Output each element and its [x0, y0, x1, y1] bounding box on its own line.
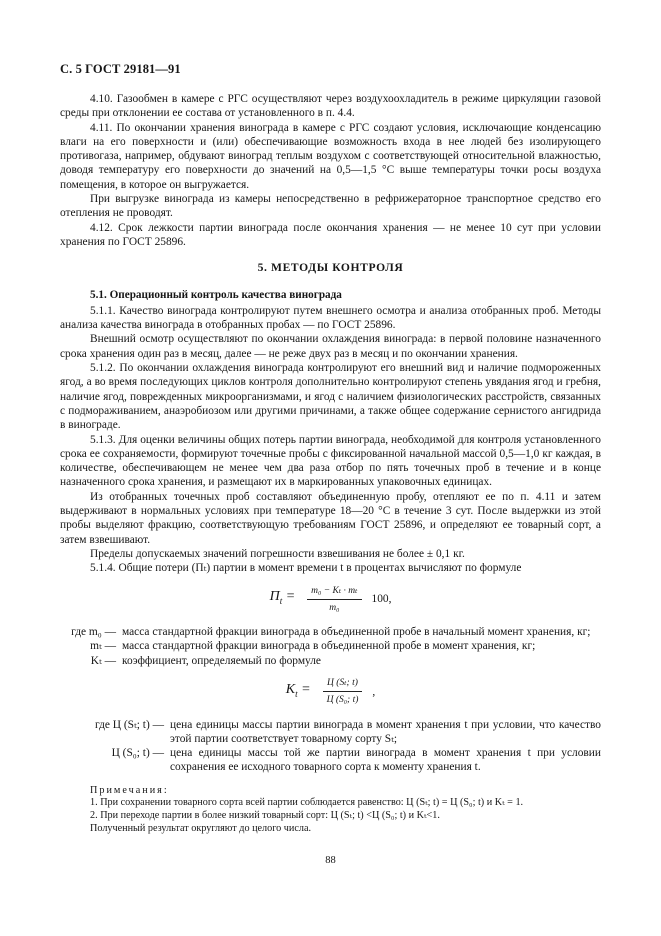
paragraph-4-11-unloading: При выгрузке винограда из камеры непосредственно в рефрижераторное транспортное средство его отепления не проводят.: [60, 193, 601, 220]
definition-row: [60, 654, 601, 668]
definitions-1: [60, 625, 601, 668]
definitions-2: [60, 718, 601, 775]
subsection-title: 5.1. Операционный контроль качества винограда: [90, 288, 342, 301]
formula-denominator: Ц (S₀; t): [326, 695, 359, 706]
paragraph-5-1-3-combined-sample: Из отобранных точечных проб составляют объединенную пробу, отепляют ее по п. 4.11 и затем выдерживают в нормальных условиях при температуре 18—20 °С в течение 3 сут. После выдержки из этой пробы выделяют фракцию, соответствующую требованиям ГОСТ 25896, и определяют ее товарный сорт, а затем взвешивают.: [60, 490, 601, 546]
definition-label: где Ц (Sₜ; t) —: [94, 718, 164, 731]
formula-tail: 100,: [371, 593, 392, 606]
definition-row: [60, 625, 601, 639]
definition-text: коэффициент, определяемый по формуле: [122, 654, 321, 667]
notes-title: Примечания:: [90, 784, 169, 796]
definition-row: [60, 718, 601, 747]
formula-lhs: $K_t$ =: [285, 681, 311, 699]
definition-row: [60, 746, 601, 775]
definition-text: цена единицы массы той же партии винограда в момент хранения t при условии сохранения ее исходного товарного сорта к моменту хранения t.: [170, 747, 601, 774]
paragraph-5-1-1-inspection: Внешний осмотр осуществляют по окончании охлаждения винограда: в первой половине назначенного срока хранения один раз в месяц, далее — не реже двух раз в месяц и по окончании хранения.: [60, 333, 601, 360]
definition-label: mₜ —: [90, 640, 116, 653]
paragraph-4-12: 4.12. Срок лежкости партии винограда после окончания хранения — не менее 10 сут при условии хранения по ГОСТ 25896.: [60, 221, 601, 248]
formula-fraction: [323, 676, 363, 708]
formula-numerator: Ц (Sₜ; t): [323, 676, 362, 692]
paragraph-5-1-4: 5.1.4. Общие потери (Пₜ) партии в момент времени t в процентах вычисляют по формуле: [90, 562, 522, 575]
page-header: С. 5 ГОСТ 29181—91: [60, 62, 181, 76]
paragraph-5-1-3: 5.1.3. Для оценки величины общих потерь партии винограда, необходимой для контроля установленного срока ее сохраняемости, формируют точечные пробы с фиксированной начальной массой 0,5—1,0 кг каждая, в количестве, обеспечивающем не менее чем два раза отбор по пять точечных проб в течение и в конце назначенного срока хранения, и размещают их в маркированных упаковочных единицах.: [60, 433, 601, 489]
page-number: 88: [325, 855, 336, 866]
formula-numerator: m₀ − Kₜ · mₜ: [307, 584, 361, 600]
coefficient-formula: [60, 676, 601, 708]
note-item: 2. При переходе партии в более низкий товарный сорт: Ц (Sₜ; t) <Ц (S₀; t) и Kₜ<1.: [90, 809, 440, 821]
definition-text: цена единицы массы партии винограда в момент хранения t при условии, что качество этой партии соответствует товарному сорту Sₜ;: [170, 718, 601, 745]
formula-fraction: [307, 584, 361, 616]
definition-label: Kₜ —: [90, 654, 116, 667]
paragraph-4-10: 4.10. Газообмен в камере с РГС осуществляют через воздухоохладитель в режиме циркуляции газовой среды при отклонении ее состава от установленного в п. 4.4.: [60, 93, 601, 120]
notes-block: [60, 785, 601, 835]
formula-tail: ,: [372, 685, 376, 698]
paragraph-5-1-1: 5.1.1. Качество винограда контролируют путем внешнего осмотра и анализа отобранных проб. Методы анализа качества винограда в отобранных пробах — по ГОСТ 25896.: [60, 304, 601, 332]
formula-denominator: m₀: [329, 602, 340, 613]
page-content: [60, 92, 601, 835]
section-title: 5. МЕТОДЫ КОНТРОЛЯ: [257, 261, 404, 275]
definition-label: Ц (S₀; t) —: [111, 747, 164, 760]
formula-lhs: $П_t$ =: [269, 589, 296, 607]
definition-row: [60, 639, 601, 653]
loss-formula: [60, 584, 601, 616]
definition-label: где m₀ —: [71, 626, 116, 639]
definition-text: масса стандартной фракции винограда в объединенной пробе в начальный момент хранения, кг;: [122, 626, 591, 639]
paragraph-4-11: 4.11. По окончании хранения винограда в камере с РГС создают условия, исключающие конденсацию влаги на его поверхности и (или) обеспечивающие возможность входа в нее людей без изолирующего противогаза, например, обдувают виноград теплым воздухом с соответствующей относительной влажностью, доводя температуру его поверхности до значений на 0,5—1,5 °С выше температуры точки росы воздуха помещения, в которое он выгружается.: [60, 121, 601, 191]
paragraph-5-1-3-weighing-error: Пределы допускаемых значений погрешности взвешивания не более ± 0,1 кг.: [90, 547, 465, 560]
note-item: 1. При сохранении товарного сорта всей партии соблюдается равенство: Ц (Sₜ; t) = Ц (S₀; t) и Kₜ = 1.: [90, 797, 524, 809]
notes-tail: Полученный результат округляют до целого числа.: [90, 822, 312, 834]
paragraph-5-1-2: 5.1.2. По окончании охлаждения винограда контролируют его внешний вид и наличие подмороженных ягод, а во время последующих циклов контроля дополнительно контролируют степень увядания ягод и гребня, наличие ягод, поврежденных микроорганизмами, и ягод с наличием физиологических расстройств, связанных с подмораживанием, анаэробиозом или другими причинами, а также общее содержание сернистого ангидрида в винограде.: [60, 362, 601, 432]
definition-text: масса стандартной фракции винограда в объединенной пробе в момент хранения, кг;: [122, 640, 536, 653]
